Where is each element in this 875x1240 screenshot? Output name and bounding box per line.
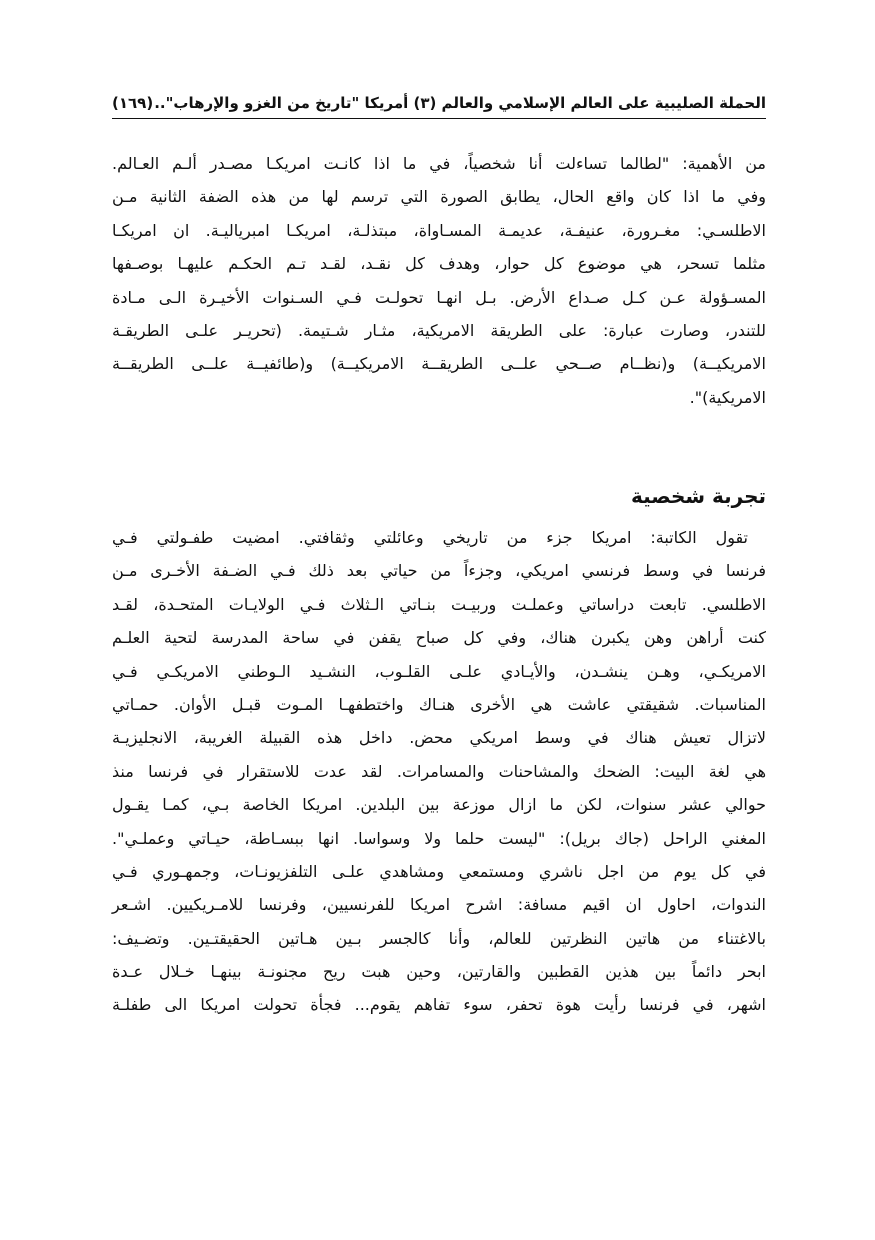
text-line: المسـؤولة عـن كـل صـداع الأرض. بـل انهـا تحولـت فـي السـنوات الأخيـرة الـى مـادة — [112, 287, 766, 307]
text-line: من الأهمية: "لطالما تساءلت أنا شخصياً، في ما اذا كانـت امريكـا مصـدر ألـم العـالم. — [112, 154, 766, 173]
text-line: الامريكيــة) و(نظــام صــحي علــى الطريقــة الامريكيــة) و(طائفيــة علــى الطريقــة — [112, 354, 766, 374]
text-line: الندوات، احاول ان اقيم مسافة: اشرح امريكا للفرنسيين، وفرنسا للامـريكيين. اشـعر — [112, 895, 766, 915]
paragraph-quote — [112, 147, 766, 414]
text-line: كنت أراهن وهن يكبرن هناك، وفي كل صباح يقفن في ساحة المدرسة لتحية العلـم — [112, 628, 766, 648]
text-line: في كل يوم من اجل ناشري ومستمعي ومشاهدي علـى التلفزيونـات، وجمهـوري فـي — [112, 861, 766, 881]
section-heading: تجربة شخصية — [630, 484, 766, 508]
text-line: للتندر، وصارت عبارة: على الطريقة الامريكية، مثـار شـتيمة. (تحريـر علـى الطريقـة — [112, 320, 766, 340]
text-line: الامريكية)". — [689, 387, 766, 407]
text-line: هي لغة البيت: الضحك والمشاحنات والمسامرات. لقد عدت للاستقرار في فرنسا منذ — [112, 761, 766, 781]
text-line: وفي ما اذا كان واقع الحال، يطابق الصورة التي ترسم لها من هذه الضفة الثانية مـن — [112, 187, 766, 207]
text-line: لاتزال تعيش هناك في وسط امريكي محض. داخل هذه القبيلة الغريبة، الانجليزيـة — [112, 728, 766, 748]
text-line: بالاغتناء من هاتين النظرتين للعالم، وأنا كالجسر بـين هـاتين الحقيقتـين. وتضـيف: — [112, 928, 766, 948]
text-line: تقول الكاتبة: امريكا جزء من تاريخي وعائلتي وثقافتي. امضيت طفـولتي فـي — [112, 528, 748, 547]
text-line: المناسبات. شقيقتي عاشت هي الأخرى هنـاك واختطفهـا المـوت قبـل الأوان. حمـاتي — [112, 694, 766, 714]
text-line: الاطلسي. تابعت دراساتي وعملـت وربيـت بنـاتي الـثلاث فـي الولايـات المتحـدة، لقـد — [112, 594, 766, 614]
running-header — [112, 88, 766, 119]
text-line: حوالي عشر سنوات، لكن ما ازال موزعة بين البلدين. امريكا الخاصة بـي، كمـا يقـول — [112, 795, 766, 815]
page-number: (١٦٩) — [112, 94, 154, 112]
text-line: الاطلسـي: مغـرورة، عنيفـة، عديمـة المسـاواة، مبتذلـة، امريكـا امبرياليـة. ان امريكـا — [112, 220, 766, 240]
text-line: ابحر دائماً بين هذين القطبين والقارتين، وحين هبت ريح مجنونـة بينهـا خـلال عـدة — [112, 962, 766, 982]
text-line: اشهر، في فرنسا رأيت هوة تحفر، سوء تفاهم يقوم... فجأة تحولت امريكا الى طفلـة — [112, 995, 766, 1015]
paragraph-personal-experience — [112, 521, 766, 1022]
running-header-title: الحملة الصليبية على العالم الإسلامي والعالم (٣) أمريكا "تاريخ من الغزو والإرهاب".. — [154, 94, 766, 112]
text-line: الامريكـي، وهـن ينشـدن، والأيـادي علـى القلـوب، النشـيد الـوطني الامريكـي فـي — [112, 661, 766, 681]
text-line: فرنسا في وسط فرنسي امريكي، وجزءاً من حياتي بعد ذلك فـي الضـفة الأخـرى مـن — [112, 561, 766, 581]
text-line: مثلما تسحر، هي موضوع كل حوار، وهدف كل نقـد، لقـد تـم الحكـم عليهـا بوصـفها — [112, 254, 766, 274]
text-line: المغني الراحل (جاك بريل): "ليست حلما ولا وسواسا. انها ببسـاطة، حيـاتي وعملـي". — [112, 828, 766, 848]
